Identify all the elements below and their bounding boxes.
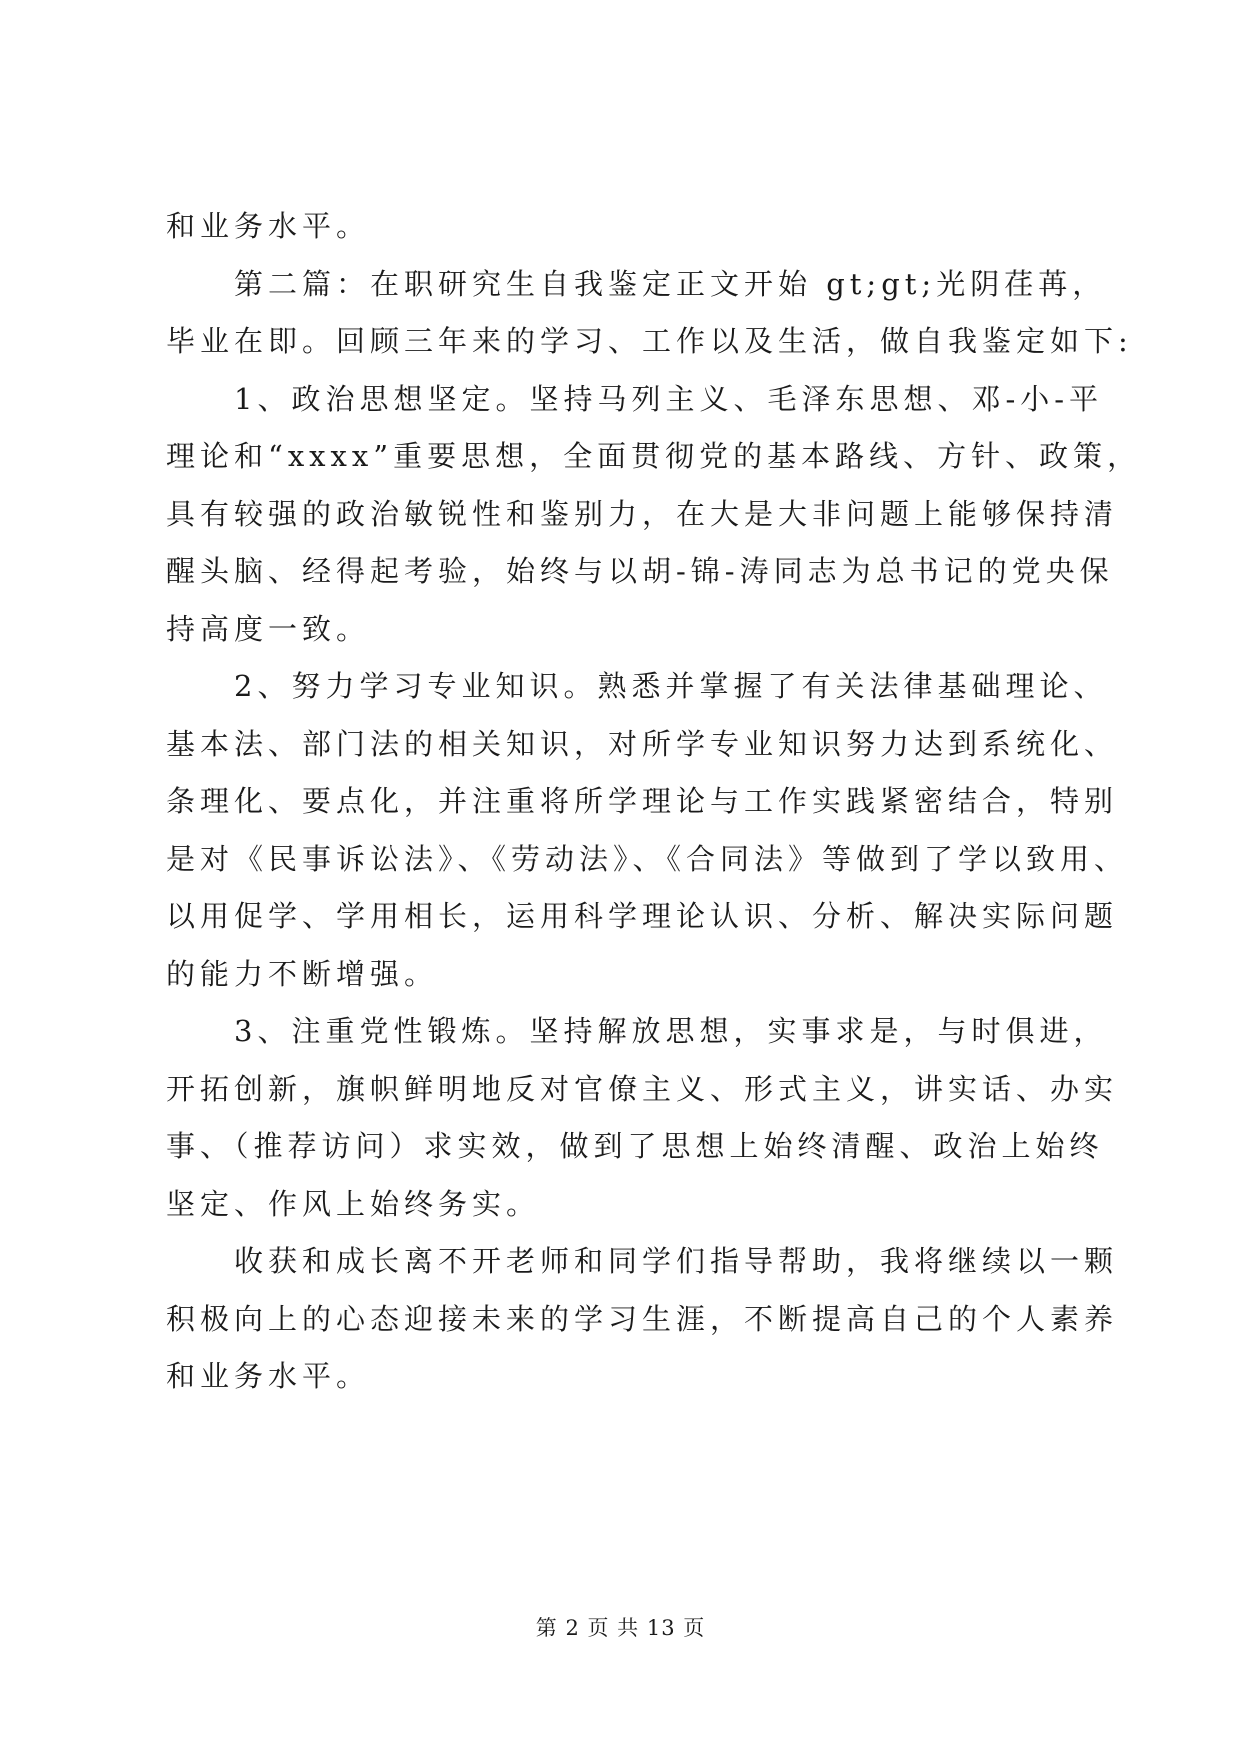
text-line: 积极向上的心态迎接未来的学习生涯，不断提高自己的个人素养 [166, 1301, 1119, 1336]
text-line: 条理化、要点化，并注重将所学理论与工作实践紧密结合，特别 [166, 784, 1119, 818]
text-line: 理论和“xxxx”重要思想，全面贯彻党的基本路线、方针、政策， [166, 439, 1142, 473]
text-line: 坚定、作风上始终务实。 [166, 1186, 541, 1221]
text-line: 的能力不断增强。 [166, 956, 439, 991]
page-footer: 第 2 页 共 13 页 [535, 1616, 706, 1640]
text-line: 持高度一致。 [166, 611, 371, 646]
text-line: 开拓创新，旗帜鲜明地反对官僚主义、形式主义，讲实话、办实 [166, 1071, 1119, 1106]
paragraph-1-start: 1、政治思想坚定。坚持马列主义、毛泽东思想、邓-小-平 [234, 381, 1104, 416]
text-line: 事、（推荐访问）求实效，做到了思想上始终清醒、政治上始终 [166, 1129, 1104, 1163]
text-line: 基本法、部门法的相关知识，对所学专业知识努力达到系统化、 [166, 726, 1119, 761]
document-body [166, 198, 1142, 1406]
text-line: 具有较强的政治敏锐性和鉴别力，在大是大非问题上能够保持清 [166, 496, 1119, 531]
text-line: 以用促学、学用相长，运用科学理论认识、分析、解决实际问题 [166, 899, 1119, 933]
closing-paragraph-start: 收获和成长离不开老师和同学们指导帮助，我将继续以一颗 [234, 1244, 1119, 1278]
text-line: 和业务水平。 [166, 1359, 371, 1393]
text-line: 毕业在即。回顾三年来的学习、工作以及生活，做自我鉴定如下: [166, 324, 1133, 358]
text-line: 和业务水平。 [166, 209, 371, 243]
paragraph-3-start: 3、注重党性锻炼。坚持解放思想，实事求是，与时俱进， [234, 1014, 1108, 1048]
text-line: 醒头脑、经得起考验，始终与以胡-锦-涛同志为总书记的党央保 [166, 554, 1114, 588]
paragraph-2-start: 2、努力学习专业知识。熟悉并掌握了有关法律基础理论、 [234, 669, 1108, 703]
section-heading-line: 第二篇：在职研究生自我鉴定正文开始 gt;gt;光阴荏苒， [234, 266, 1107, 301]
text-line: 是对《民事诉讼法》、《劳动法》、《合同法》等做到了学以致用、 [166, 841, 1129, 876]
